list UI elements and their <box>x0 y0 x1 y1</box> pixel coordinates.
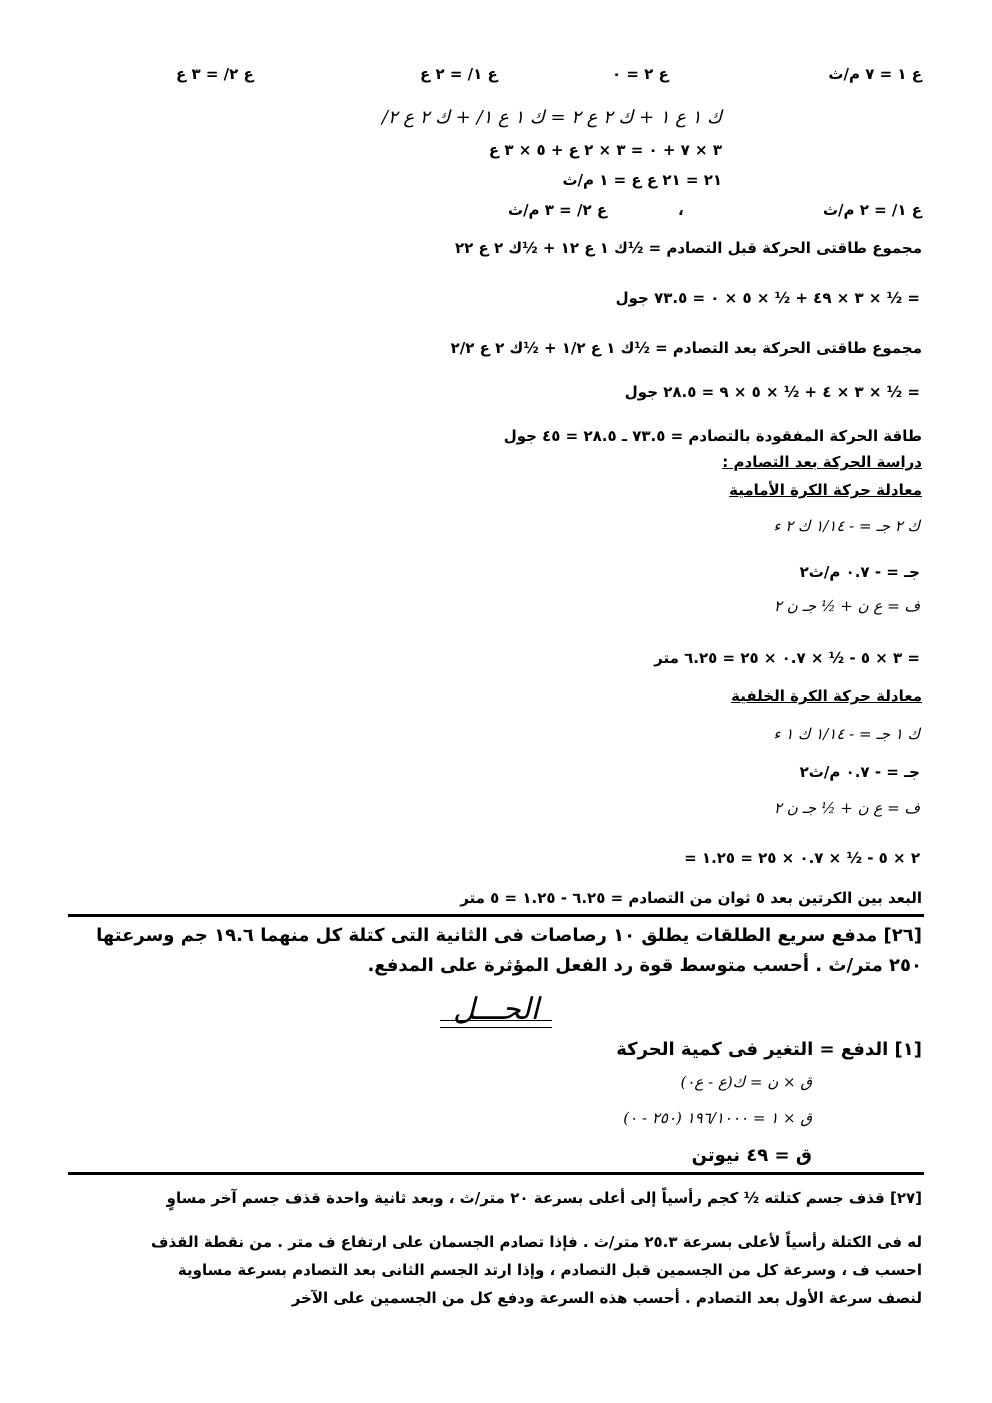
front-ball-acceleration: جـ = - ٠.٧ م/ث٢ <box>799 563 920 581</box>
solution-result: ق = ٤٩ نيوتن <box>691 1145 812 1166</box>
momentum-equation: ك ١ ع ١ + ك ٢ ع ٢ = ك ١ ع ١/ + ك ٢ ع ٢/ <box>381 107 722 128</box>
given-v2: ع ٢ = ٠ <box>612 65 669 83</box>
divider-q26 <box>68 914 924 917</box>
back-ball-distance-value: = ٢ × ٥ - ½ × ٠.٧ × ٢٥ = ١.٢٥ <box>684 849 920 867</box>
velocity-separator: ، <box>678 201 684 219</box>
front-ball-force: ك ٢ جـ = - ١/١٤ ك ٢ ء <box>773 517 920 535</box>
energy-after-formula: مجموع طاقتى الحركة بعد التصادم = ½ك ١ ع ١/٢ + ½ك ٢ ع ٢/٢ <box>450 339 922 357</box>
momentum-solve: ٢١ = ٢١ ع ع = ١ م/ث <box>562 171 722 189</box>
after-motion-heading: دراسة الحركة بعد التصادم : <box>722 453 922 471</box>
q26-text-line2: ٢٥٠ متر/ث . أحسب متوسط قوة رد الفعل المؤثرة على المدفع. <box>367 955 922 976</box>
solution-step3: ق × ١ = ١٩٦/١٠٠٠ (٢٥٠ - ٠) <box>623 1109 812 1127</box>
q27-text-line3: احسب ف ، وسرعة كل من الجسمين قبل التصادم ، وإذا ارتد الجسم الثانى بعد التصادم بسرعة مساوية <box>177 1261 922 1279</box>
energy-after-value: = ½ × ٣ × ٤ + ½ × ٥ × ٩ = ٢٨.٥ جول <box>624 383 920 401</box>
energy-lost: طاقة الحركة المفقودة بالتصادم = ٧٣.٥ ـ ٢٨.٥ = ٤٥ جول <box>503 427 922 445</box>
solution-title: الحـــل <box>453 992 539 1027</box>
solution-title-underline <box>440 1020 552 1028</box>
front-ball-distance-formula: ف = ع ن + ½ جـ ن ٢ <box>773 597 920 615</box>
distance-between-balls: البعد بين الكرتين بعد ٥ ثوان من التصادم = ٦.٢٥ - ١.٢٥ = ٥ متر <box>460 889 922 907</box>
q27-text-line1: [٢٧] قذف جسم كتلته ½ كجم رأسياً إلى أعلى بسرعة ٢٠ متر/ث ، وبعد ثانية واحدة قذف جسم آخر مساوٍ <box>166 1189 922 1207</box>
given-v3: ع ١/ = ٢ ع <box>420 65 498 83</box>
q26-text-line1: [٢٦] مدفع سريع الطلقات يطلق ١٠ رصاصات فى الثانية التى كتلة كل منهما ١٩.٦ جم وسرعتها <box>96 925 922 946</box>
velocity-1-after: ع ١/ = ٢ م/ث <box>822 201 922 219</box>
given-v4: ع ٢/ = ٣ ع <box>176 65 254 83</box>
velocity-2-after: ع ٢/ = ٣ م/ث <box>508 201 608 219</box>
back-ball-force: ك ١ جـ = - ١/١٤ ك ١ ء <box>773 725 920 743</box>
back-ball-acceleration: جـ = - ٠.٧ م/ث٢ <box>799 763 920 781</box>
energy-before-value: = ½ × ٣ × ٤٩ + ½ × ٥ × ٠ = ٧٣.٥ جول <box>615 289 920 307</box>
back-ball-distance-formula: ف = ع ن + ½ جـ ن ٢ <box>773 799 920 817</box>
solution-step1: [١] الدفع = التغير فى كمية الحركة <box>616 1039 922 1060</box>
given-v1: ع ١ = ٧ م/ث <box>828 65 922 83</box>
q27-text-line4: لنصف سرعة الأول بعد التصادم . أحسب هذه السرعة ودفع كل من الجسمين على الآخر <box>291 1289 922 1307</box>
momentum-substitution: ٣ × ٧ + ٠ = ٣ × ٢ ع + ٥ × ٣ ع <box>488 141 722 159</box>
energy-before-formula: مجموع طاقتى الحركة قبل التصادم = ½ك ١ ع ١٢ + ½ك ٢ ع ٢٢ <box>454 239 922 257</box>
front-ball-distance-value: = ٣ × ٥ - ½ × ٠.٧ × ٢٥ = ٦.٢٥ متر <box>654 649 920 667</box>
front-ball-heading: معادلة حركة الكرة الأمامية <box>729 481 922 499</box>
divider-q27 <box>68 1172 924 1175</box>
back-ball-heading: معادلة حركة الكرة الخلفية <box>731 687 922 705</box>
solution-step2: ق × ن = ك(ع - ع٠) <box>680 1073 812 1091</box>
q27-text-line2: له فى الكتلة رأسياً لأعلى بسرعة ٢٥.٣ متر/ث . فإذا تصادم الجسمان على ارتفاع ف متر . من نقطة القذف <box>151 1233 922 1251</box>
